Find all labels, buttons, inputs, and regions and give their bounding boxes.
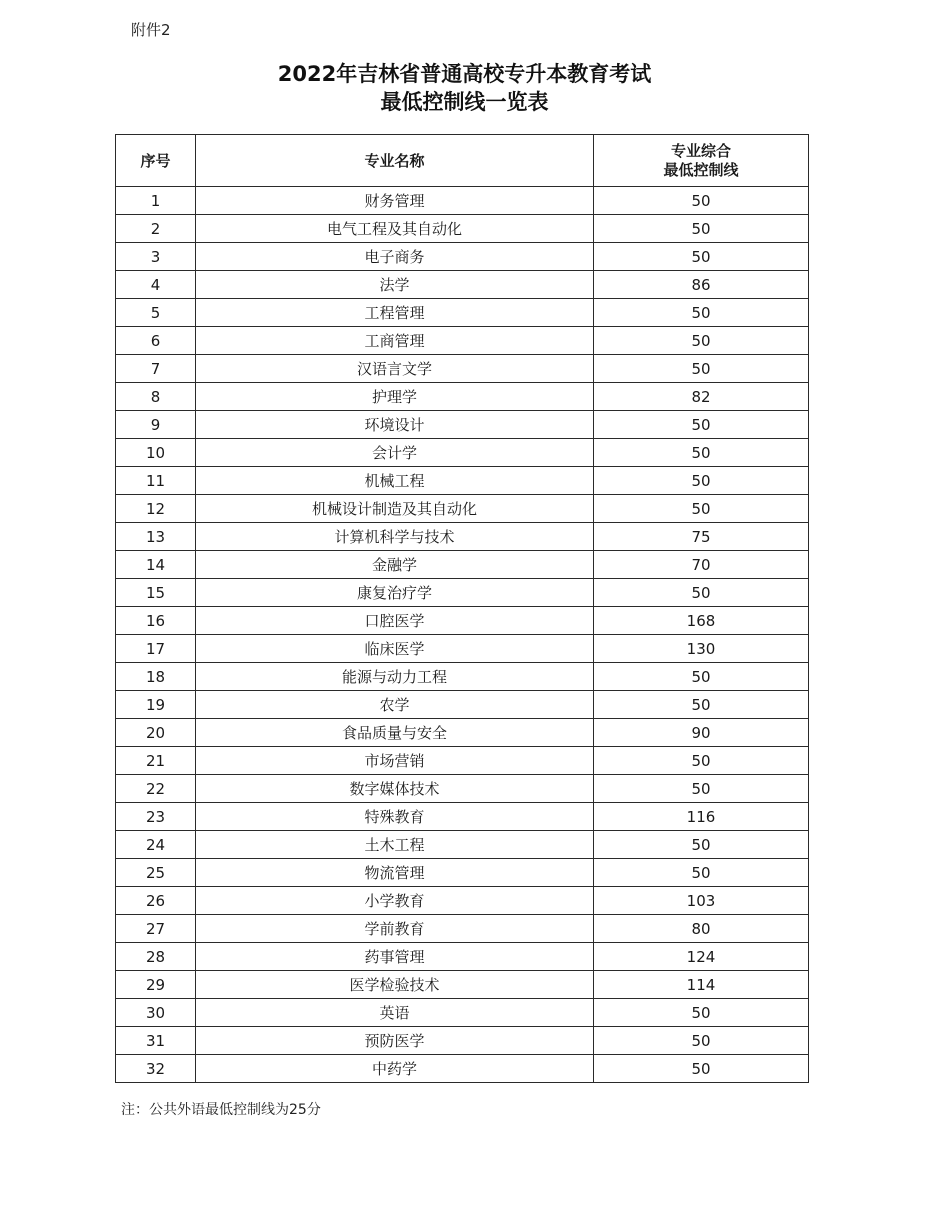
table-row [116,663,809,691]
row-index-cell: 5 [116,299,196,327]
row-index-cell: 11 [116,467,196,495]
row-index-cell: 6 [116,327,196,355]
row-index-cell: 27 [116,915,196,943]
table-row [116,355,809,383]
row-major-cell: 市场营销 [196,747,594,775]
row-major-cell: 工程管理 [196,299,594,327]
row-major-cell: 药事管理 [196,943,594,971]
row-index-cell: 30 [116,999,196,1027]
row-index-cell: 17 [116,635,196,663]
row-index-cell: 12 [116,495,196,523]
row-score-cell: 50 [594,187,809,215]
row-index-cell: 28 [116,943,196,971]
row-major-cell: 小学教育 [196,887,594,915]
row-score-cell: 50 [594,859,809,887]
row-score-cell: 82 [594,383,809,411]
table-row [116,831,809,859]
table-row [116,523,809,551]
row-index-cell: 3 [116,243,196,271]
row-score-cell: 50 [594,411,809,439]
header-score-line2: 最低控制线 [663,160,739,179]
table-row [116,187,809,215]
row-major-cell: 农学 [196,691,594,719]
row-major-cell: 机械设计制造及其自动化 [196,495,594,523]
row-index-cell: 7 [116,355,196,383]
row-major-cell: 机械工程 [196,467,594,495]
row-score-cell: 75 [594,523,809,551]
table-row [116,411,809,439]
row-index-cell: 4 [116,271,196,299]
row-major-cell: 法学 [196,271,594,299]
row-major-cell: 电气工程及其自动化 [196,215,594,243]
row-major-cell: 财务管理 [196,187,594,215]
row-index-cell: 1 [116,187,196,215]
table-row [116,859,809,887]
row-score-cell: 116 [594,803,809,831]
row-major-cell: 电子商务 [196,243,594,271]
table-row [116,579,809,607]
row-index-cell: 24 [116,831,196,859]
table-row [116,327,809,355]
table-row [116,887,809,915]
row-major-cell: 英语 [196,999,594,1027]
table-row [116,971,809,999]
table-row [116,915,809,943]
table-row [116,943,809,971]
row-major-cell: 汉语言文学 [196,355,594,383]
table-row [116,747,809,775]
table-row [116,439,809,467]
row-index-cell: 9 [116,411,196,439]
document-title-line1: 2022年吉林省普通高校专升本教育考试 [277,62,652,86]
row-score-cell: 50 [594,355,809,383]
row-major-cell: 预防医学 [196,1027,594,1055]
row-major-cell: 食品质量与安全 [196,719,594,747]
row-score-cell: 130 [594,635,809,663]
row-score-cell: 114 [594,971,809,999]
row-index-cell: 16 [116,607,196,635]
table-row [116,719,809,747]
row-index-cell: 20 [116,719,196,747]
row-score-cell: 90 [594,719,809,747]
row-index-cell: 23 [116,803,196,831]
table-row [116,1055,809,1083]
row-index-cell: 18 [116,663,196,691]
row-score-cell: 124 [594,943,809,971]
row-index-cell: 14 [116,551,196,579]
row-major-cell: 医学检验技术 [196,971,594,999]
row-score-cell: 50 [594,327,809,355]
row-score-cell: 50 [594,691,809,719]
row-index-cell: 15 [116,579,196,607]
header-score [594,135,809,187]
table-row [116,775,809,803]
attachment-label: 附件2 [131,21,171,39]
row-score-cell: 50 [594,663,809,691]
row-index-cell: 2 [116,215,196,243]
header-index: 序号 [116,135,196,187]
row-score-cell: 50 [594,747,809,775]
row-index-cell: 19 [116,691,196,719]
row-major-cell: 能源与动力工程 [196,663,594,691]
row-score-cell: 50 [594,299,809,327]
row-major-cell: 特殊教育 [196,803,594,831]
row-score-cell: 103 [594,887,809,915]
row-index-cell: 8 [116,383,196,411]
table-row [116,551,809,579]
table-row [116,691,809,719]
row-index-cell: 32 [116,1055,196,1083]
table-header-row [116,135,809,187]
row-major-cell: 工商管理 [196,327,594,355]
score-table [115,134,809,1083]
table-row [116,271,809,299]
table-body [116,187,809,1083]
table-row [116,215,809,243]
row-major-cell: 金融学 [196,551,594,579]
row-major-cell: 环境设计 [196,411,594,439]
row-major-cell: 学前教育 [196,915,594,943]
row-index-cell: 31 [116,1027,196,1055]
table-row [116,467,809,495]
row-major-cell: 临床医学 [196,635,594,663]
table-row [116,635,809,663]
table-row [116,1027,809,1055]
row-major-cell: 计算机科学与技术 [196,523,594,551]
row-index-cell: 13 [116,523,196,551]
row-index-cell: 22 [116,775,196,803]
row-major-cell: 会计学 [196,439,594,467]
table-row [116,495,809,523]
row-score-cell: 86 [594,271,809,299]
table-row [116,803,809,831]
row-score-cell: 50 [594,439,809,467]
row-index-cell: 26 [116,887,196,915]
row-score-cell: 50 [594,467,809,495]
row-score-cell: 50 [594,831,809,859]
row-major-cell: 护理学 [196,383,594,411]
row-score-cell: 168 [594,607,809,635]
row-score-cell: 50 [594,775,809,803]
row-score-cell: 80 [594,915,809,943]
row-score-cell: 50 [594,1027,809,1055]
table-row [116,607,809,635]
document-title-line2: 最低控制线一览表 [380,90,549,114]
row-score-cell: 70 [594,551,809,579]
table-row [116,243,809,271]
row-score-cell: 50 [594,999,809,1027]
table-row [116,299,809,327]
row-major-cell: 物流管理 [196,859,594,887]
row-score-cell: 50 [594,495,809,523]
row-major-cell: 中药学 [196,1055,594,1083]
row-major-cell: 口腔医学 [196,607,594,635]
row-score-cell: 50 [594,1055,809,1083]
row-index-cell: 25 [116,859,196,887]
row-score-cell: 50 [594,243,809,271]
table-row [116,999,809,1027]
header-major: 专业名称 [196,135,594,187]
table-row [116,383,809,411]
row-score-cell: 50 [594,579,809,607]
row-major-cell: 土木工程 [196,831,594,859]
row-index-cell: 21 [116,747,196,775]
row-score-cell: 50 [594,215,809,243]
row-index-cell: 29 [116,971,196,999]
row-index-cell: 10 [116,439,196,467]
footnote: 注：公共外语最低控制线为25分 [121,1102,321,1118]
header-score-line1: 专业综合 [670,141,731,160]
row-major-cell: 数字媒体技术 [196,775,594,803]
row-major-cell: 康复治疗学 [196,579,594,607]
